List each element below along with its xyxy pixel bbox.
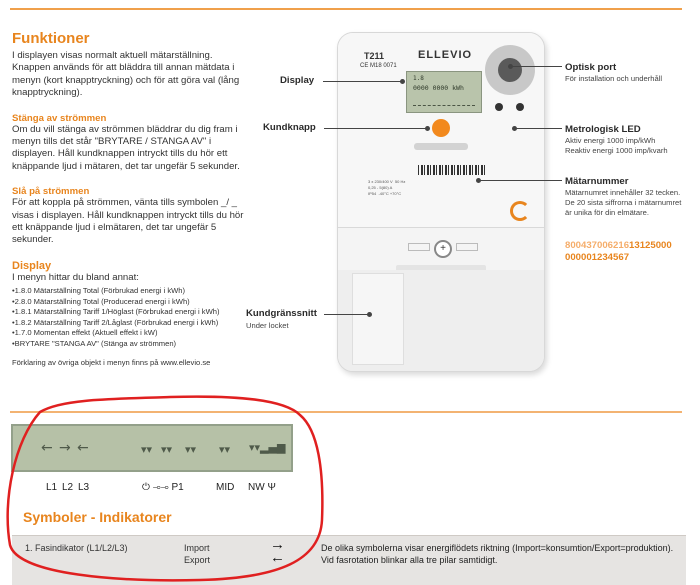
lcd-label-l2: L2 — [62, 482, 74, 493]
indicator-icon: ▾▾ — [185, 443, 197, 456]
import-label: Import — [184, 543, 210, 553]
display-callout-line — [323, 81, 403, 82]
meter-number-prefix: 800437006216 — [565, 240, 630, 251]
turn-off-heading: Stänga av strömmen — [12, 112, 107, 124]
led-callout-line — [514, 128, 562, 129]
symbol-description: De olika symbolerna visar energiflödets riktning (Import=konsumtion/Export=produktion). Vid fasrotation blinkar alla tre pilar samtidigt. — [321, 543, 674, 565]
phase-arrow-icon: ← — [77, 440, 89, 456]
optical-port-sub: För installation och underhåll — [565, 74, 663, 83]
menu-items-list — [12, 286, 252, 349]
ce-mark: CE M18 0071 — [360, 63, 397, 69]
led-sub: Aktiv energi 1000 imp/kWh Reaktiv energi 1000 imp/kvarh — [565, 136, 668, 155]
phase-arrow-icon: ← — [41, 440, 53, 456]
kundknapp-callout-dot — [425, 126, 430, 131]
display-callout-dot — [400, 79, 405, 84]
symbols-table — [12, 535, 686, 585]
list-item: • 1.8.1 Mätarställning Tariff 1/Höglast (Förbrukad energi i kWh) — [12, 307, 252, 318]
footnote: Förklaring av övriga objekt i menyn finns på www.ellevio.se — [12, 358, 211, 368]
optical-port-icon — [485, 45, 535, 95]
symbol-arrows — [270, 538, 285, 564]
list-item: • 2.8.0 Mätarställning Total (Producerad energi i kWh) — [12, 297, 252, 308]
display-intro: I menyn hittar du bland annat: — [12, 271, 139, 283]
optical-port-callout-dot — [508, 64, 513, 69]
siconia-logo-icon — [510, 201, 530, 221]
list-item: • 1.8.2 Mätarställning Tariff 2/Låglast (Förbrukad energi i kWh) — [12, 318, 252, 329]
led-callout: Metrologisk LED — [565, 124, 641, 135]
symbol-name: 1. Fasindikator (L1/L2/L3) — [25, 543, 128, 553]
meter-brand: ELLEVIO — [418, 49, 473, 61]
electricity-meter — [337, 32, 545, 372]
barcode-icon — [418, 165, 486, 175]
turn-off-text: Om du vill stänga av strömmen bläddrar du dig fram i menyn tills det står "BRYTARE / STANGA AV" i displayen. Håll kundknappen intryckt tills du hör ett knäppande ljud i mätaren, det tar ungefär 5 sekunder. — [12, 123, 240, 172]
display-heading: Display — [12, 259, 52, 272]
meter-display-line1: 1.8 — [413, 75, 424, 82]
meter-number-line2: 000001234567 — [565, 251, 630, 263]
kundgranssnitt-callout-line — [324, 314, 370, 315]
kundgranssnitt-sub: Under locket — [246, 321, 289, 330]
lcd-label-l3: L3 — [78, 482, 90, 493]
phase-arrow-icon: → — [59, 440, 71, 456]
meter-display-segments — [413, 105, 475, 108]
list-item: • 1.8.0 Mätarställning Total (Förbrukad energi i kWh) — [12, 286, 252, 297]
functions-title: Funktioner — [12, 30, 90, 47]
meter-number-suffix: 13125000 — [629, 240, 672, 251]
led-kvarh-icon — [516, 103, 524, 111]
export-arrow-icon: ← — [270, 549, 285, 566]
meter-number-callout: Mätarnummer — [565, 176, 629, 187]
import-arrow-icon: → — [270, 536, 285, 553]
meter-specs: 3 x 230/400 V 50 Hz 0,25 - 5(80) A IP54 -40°C +70°C — [368, 179, 406, 196]
optical-port-callout-line — [510, 66, 562, 67]
kundknapp-callout: Kundknapp — [263, 122, 316, 133]
kundgranssnitt-callout-dot — [367, 312, 372, 317]
meter-number-sub: Mätarnumret innehåller 32 tecken. De 20 sista siffrorna i mätarnumret är unika för din elmätare. — [565, 188, 682, 217]
kundknapp-callout-line — [324, 128, 428, 129]
led-kwh-icon — [495, 103, 503, 111]
seal-screw: + — [434, 240, 452, 258]
list-item: • 1.7.0 Momentan effekt (Aktuell effekt i kW) — [12, 328, 252, 339]
led-callout-dot — [512, 126, 517, 131]
lcd-label-l1: L1 — [46, 482, 58, 493]
lcd-symbol-strip — [11, 424, 293, 472]
meter-number-callout-line — [478, 180, 562, 181]
indicator-icon: ▾▾ — [141, 443, 153, 456]
symbol-direction-labels — [184, 543, 210, 566]
optical-port-callout: Optisk port — [565, 62, 617, 73]
meter-number-callout-dot — [476, 178, 481, 183]
turn-on-text: För att koppla på strömmen, vänta tills symbolen _/ _ visas i displayen. Håll kundknappen intryckt tills du hör ett knäppande ljud i elmätaren, det tar ungefär 5 sekunder. — [12, 197, 244, 246]
top-divider — [10, 8, 682, 10]
button-slot — [414, 143, 468, 150]
list-item: • BRYTARE "STANGA AV" (Stänga av strömmen) — [12, 339, 252, 350]
customer-interface-lid[interactable] — [352, 273, 404, 365]
turn-on-heading: Slå på strömmen — [12, 186, 90, 198]
mid-divider — [10, 411, 682, 413]
lcd-label-nw: NW Ψ — [248, 482, 276, 493]
indicator-icon: ▾▾ — [161, 443, 173, 456]
display-callout: Display — [280, 75, 315, 86]
lcd-label-icons: ⏻ ⊸⊸ P1 — [142, 482, 184, 493]
kundgranssnitt-callout: Kundgränssnitt — [246, 308, 317, 319]
functions-column — [12, 30, 252, 367]
meter-display — [406, 71, 482, 113]
meter-display-line2: 0000 0000 kWh — [413, 84, 464, 92]
export-label: Export — [184, 554, 211, 565]
customer-button[interactable] — [432, 119, 450, 137]
meter-model: T211 — [364, 51, 385, 61]
seal-right — [456, 243, 478, 251]
functions-intro: I displayen visas normalt aktuell mätarställning. Knappen används för att bläddra till annan mätdata i menyn (kort knapptryckning) och för att göra val (lång knapptryckning). — [12, 50, 240, 99]
signal-strength-icon: ▾▾▂▄▆ — [249, 441, 286, 454]
symbols-title: Symboler - Indikatorer — [23, 509, 172, 525]
indicator-icon: ▾▾ — [219, 443, 231, 456]
seal-left — [408, 243, 430, 251]
meter-number-example — [565, 240, 672, 263]
lcd-label-mid: MID — [216, 482, 235, 493]
